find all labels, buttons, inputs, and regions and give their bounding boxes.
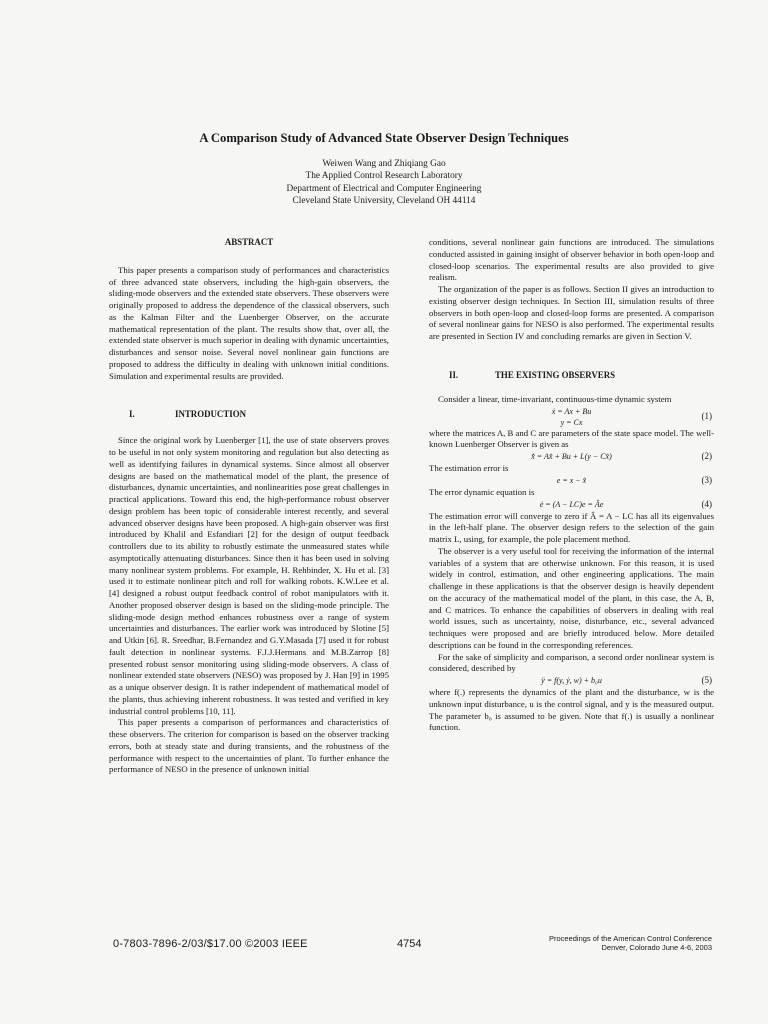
equation-1 xyxy=(429,406,714,428)
equation-1-line-1: ẋ = Ax + Bu xyxy=(551,406,592,416)
equation-3-expression: e = x − x̂ xyxy=(556,475,587,485)
equation-3-number: (3) xyxy=(701,474,712,485)
equation-4 xyxy=(429,499,714,511)
existing-heading xyxy=(429,370,714,382)
equation-3 xyxy=(429,475,714,487)
authors: Weiwen Wang and Zhiqiang Gao xyxy=(322,159,446,169)
intro-paragraph-3: conditions, several nonlinear gain functions are introduced. The simulations conducted assisted in gaining insight of observer behavior in both open-loop and closed-loop scenarios. The experimental results are also provided to give realism. xyxy=(429,237,714,283)
footer-copyright: 0-7803-7896-2/03/$17.00 ©2003 IEEE xyxy=(113,938,308,950)
existing-paragraph-1: Consider a linear, time-invariant, continuous-time dynamic system xyxy=(438,393,672,404)
intro-paragraph-1: Since the original work by Luenberger [1], the use of state observers proves to be useful in not only system monitoring and regulation but also detecting as well as identifying failures in dynamical systems. Since almost all observer designs are based on the mathematical model of the plant, the presence of disturbances, dynamic uncertainties, and nonlinearities pose great challenges in practical applications. Toward this end, the high-performance robust observer design problem has been topic of considerable interest recently, and several advanced observer designs have been proposed. A high-gain observer was first introduced by Khalil and Esfandiari [2] for the design of output feedback controllers due to its ability to robustly estimate the unmeasured states while asymptotically attenuating disturbances. Since then it has been used in solving many nonlinear system problems. For example, H. Rehbinder, X. Hu et al. [3] used it to estimate nonlinear pitch and roll for walking robots. K.W.Lee et al. [4] designed a robust output feedback control of robot manipulators with it. Another proposed observer design is based on the sliding-mode principle. The sliding-mode design method enhances robustness over a range of system uncertainties and disturbances. The earlier work was introduced by Slotine [5] and Utkin [6]. R. Sreedhar, B.Fernandez and G.Y.Masada [7] used it for robust fault detection in nonlinear systems. F.J.J.Hermans and M.B.Zarrop [8] presented robust sensor monitoring using sliding-mode observers. A class of nonlinear extended state observers (NESO) was proposed by J. Han [9] in 1995 as a unique observer design. It is rather independent of mathematical model of the plants, thus achieving inherent robustness. It was tested and verified in key industrial control problems [10, 11]. xyxy=(109,435,389,716)
intro-paragraph-4: The organization of the paper is as follows. Section II gives an introduction to existing observer design techniques. In Section III, simulation results of three observers in both open-loop and closed-loop forms are presented. A comparison of several nonlinear gains for NESO is also performed. The experimental results are presented in Section IV and concluding remarks are given in Section V. xyxy=(429,284,714,341)
right-column xyxy=(429,237,714,734)
equation-2-number: (2) xyxy=(701,451,712,461)
abstract-heading: ABSTRACT xyxy=(224,237,274,247)
intro-paragraph-2: This paper presents a comparison of performances and characteristics of these observers. The criterion for comparison is based on the observer tracking errors, both at steady state and during transients, and the robustness of the performance with respect to the uncertainties of plant. To further enhance the performance of NESO in the presence of unknown initial xyxy=(109,717,389,775)
left-column xyxy=(109,237,389,776)
equation-2 xyxy=(429,451,714,463)
proceedings-location: Denver, Colorado June 4-6, 2003 xyxy=(601,943,712,952)
equation-1-line-2: y = Cx xyxy=(560,417,583,427)
footer-proceedings xyxy=(500,934,712,952)
existing-paragraph-7: For the sake of simplicity and comparison, a second order nonlinear system is considered, described by xyxy=(429,651,714,674)
equation-5-number: (5) xyxy=(701,675,712,685)
author-block xyxy=(0,158,768,208)
paper-title: A Comparison Study of Advanced State Observer Design Techniques xyxy=(199,131,569,145)
affiliation-department: Department of Electrical and Computer Engineering xyxy=(286,183,482,194)
affiliation-university: Cleveland State University, Cleveland OH 44114 xyxy=(292,196,476,207)
existing-paragraph-3: The estimation error is xyxy=(429,463,509,473)
equation-1-number: (1) xyxy=(701,410,712,421)
affiliation-lab: The Applied Control Research Laboratory xyxy=(305,171,463,182)
page-number: 4754 xyxy=(397,938,422,950)
intro-section-title: INTRODUCTION xyxy=(175,409,247,420)
equation-4-expression: ė = (A − LC)e = Âe xyxy=(539,499,604,509)
proceedings-title: Proceedings of the American Control Conference xyxy=(548,934,712,943)
existing-paragraph-8: where f(.) represents the dynamics of the plant and the disturbance, w is the unknown input disturbance, u is the control signal, and y is the measured output. The parameter b₀ is assumed to be given. Note that f(.) is usually a nonlinear function. xyxy=(429,687,714,733)
abstract-text: This paper presents a comparison study of performances and characteristics of three advanced state observers, including the high-gain observers, the sliding-mode observers and the extended state observers. These observers were originally proposed to address the dependence of the classical observers, such as the Kalman Filter and the Luenberger Observer, on the accurate mathematical representation of the plant. The results show that, over all, the extended state observer is much superior in dealing with dynamic uncertainties, disturbances and sensor noise. Several novel nonlinear gain functions are proposed to address the difficulty in dealing with unknown initial conditions. Simulation and experimental results are provided. xyxy=(109,264,389,381)
intro-heading xyxy=(109,409,389,421)
existing-paragraph-4: The error dynamic equation is xyxy=(429,486,535,497)
existing-paragraph-5: The estimation error will converge to zero if Â = A − LC has all its eigenvalues in the left-half plane. The observer design refers to the selection of the gain matrix L, using, for example, the pole placement method. xyxy=(429,510,714,544)
intro-section-number: I. xyxy=(129,409,135,420)
equation-5-expression: ÿ = f(y, ẏ, w) + b₀u xyxy=(541,676,602,685)
equation-2-expression: x̂̇ = Ax̂ + Bu + L(y − Cx̂) xyxy=(531,452,612,461)
existing-paragraph-2: where the matrices A, B and C are parameters of the state space model. The well-known Luenberger Observer is given as xyxy=(429,427,714,450)
equation-4-number: (4) xyxy=(701,498,712,509)
existing-section-title: THE EXISTING OBSERVERS xyxy=(495,369,616,380)
existing-paragraph-6: The observer is a very useful tool for receiving the information of the internal variables of a system that are otherwise unknown. For this reason, it is used widely in control, estimation, and other engineering applications. The main challenge in these applications is that the observer design is heavily dependent on the accuracy of the mathematical model of the plant, in this case, the A, B, and C matrices. To enhance the capabilities of observers in dealing with real world issues, such as uncertainty, noise, disturbance, etc., several advanced techniques were proposed and are briefly introduced below. More detailed descriptions can be found in the corresponding references. xyxy=(429,545,714,650)
equation-5 xyxy=(429,675,714,687)
existing-section-number: II. xyxy=(449,369,459,380)
